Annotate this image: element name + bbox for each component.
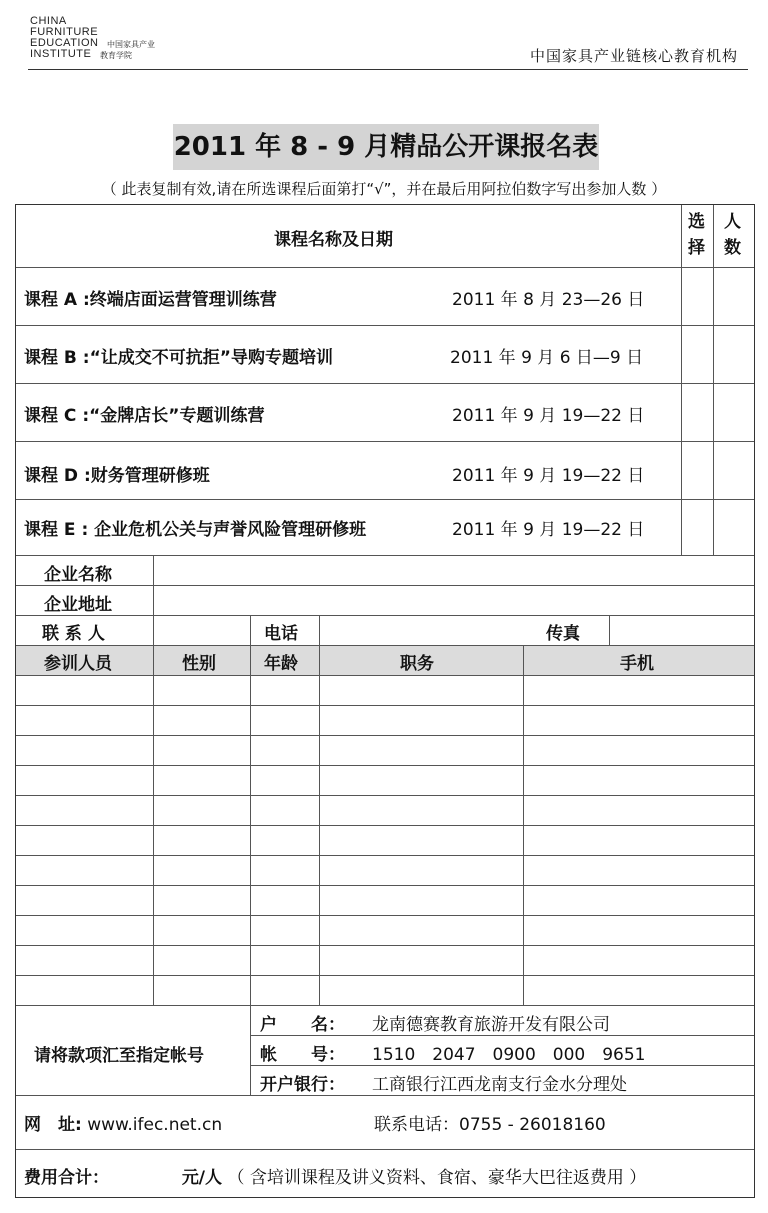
participant-header-gender: 性别 xyxy=(182,654,216,674)
participant-age-cell[interactable] xyxy=(251,766,319,795)
logo-cn: 教育学院 xyxy=(100,51,132,60)
course-name: 课程 E : 企业危机公关与声誉风险管理研修班 xyxy=(24,520,367,540)
participant-position-cell[interactable] xyxy=(320,916,523,945)
company-name-label: 企业名称 xyxy=(44,565,112,585)
participant-gender-cell[interactable] xyxy=(154,886,250,915)
participant-age-cell[interactable] xyxy=(251,796,319,825)
fax-field[interactable] xyxy=(610,616,754,645)
select-checkbox[interactable] xyxy=(682,442,713,499)
bank-label: 开户银行： xyxy=(260,1075,345,1095)
account-name-label: 户 名： xyxy=(260,1015,345,1035)
participant-name-cell[interactable] xyxy=(16,856,153,885)
participant-position-cell[interactable] xyxy=(320,856,523,885)
participant-position-cell[interactable] xyxy=(320,736,523,765)
participant-name-cell[interactable] xyxy=(16,886,153,915)
participant-header-position: 职务 xyxy=(400,654,434,674)
participant-gender-cell[interactable] xyxy=(154,976,250,1005)
course-name: 课程 C :“金牌店长”专题训练营 xyxy=(24,406,265,426)
participant-gender-cell[interactable] xyxy=(154,826,250,855)
form-title: 2011 年 8 - 9 月精品公开课报名表 xyxy=(173,124,599,170)
participant-age-cell[interactable] xyxy=(251,976,319,1005)
logo-line: INSTITUTE 教育学院 xyxy=(30,48,132,60)
participant-age-cell[interactable] xyxy=(251,946,319,975)
participant-mobile-cell[interactable] xyxy=(524,796,754,825)
company-name-field[interactable] xyxy=(154,556,754,585)
participant-age-cell[interactable] xyxy=(251,856,319,885)
phone-label: 电话 xyxy=(264,624,298,644)
participant-gender-cell[interactable] xyxy=(154,766,250,795)
course-name: 课程 A :终端店面运营管理训练营 xyxy=(24,290,277,310)
participant-name-cell[interactable] xyxy=(16,946,153,975)
website-link[interactable]: www.ifec.net.cn xyxy=(87,1115,223,1135)
fee-unit: 元/人 xyxy=(181,1168,223,1188)
participant-mobile-cell[interactable] xyxy=(524,856,754,885)
participant-age-cell[interactable] xyxy=(251,916,319,945)
participant-gender-cell[interactable] xyxy=(154,916,250,945)
participant-mobile-cell[interactable] xyxy=(524,766,754,795)
count-field[interactable] xyxy=(714,442,754,499)
participant-mobile-cell[interactable] xyxy=(524,736,754,765)
participant-name-cell[interactable] xyxy=(16,916,153,945)
course-date: 2011 年 9 月 19—22 日 xyxy=(452,406,645,426)
select-checkbox[interactable] xyxy=(682,268,713,325)
participant-mobile-cell[interactable] xyxy=(524,826,754,855)
participant-gender-cell[interactable] xyxy=(154,706,250,735)
participant-gender-cell[interactable] xyxy=(154,796,250,825)
participant-name-cell[interactable] xyxy=(16,796,153,825)
participant-position-cell[interactable] xyxy=(320,676,523,705)
participant-age-cell[interactable] xyxy=(251,706,319,735)
account-number: 1510 2047 0900 000 9651 xyxy=(372,1045,646,1065)
select-checkbox[interactable] xyxy=(682,500,713,555)
course-date: 2011 年 9 月 6 日—9 日 xyxy=(450,348,644,368)
website-label: 网 址: xyxy=(24,1115,82,1135)
institute-logo xyxy=(30,16,180,60)
logo-line: CHINA xyxy=(30,15,67,27)
contact-field[interactable] xyxy=(154,616,250,645)
participant-gender-cell[interactable] xyxy=(154,946,250,975)
participant-mobile-cell[interactable] xyxy=(524,676,754,705)
form-instruction: （ 此表复制有效,请在所选课程后面第打“√”，并在最后用阿拉伯数字写出参加人数 ） xyxy=(101,180,667,198)
org-name: 中国家具产业链核心教育机构 xyxy=(529,47,738,65)
participant-header-age: 年龄 xyxy=(264,654,298,674)
logo-cn: 中国家具产业 xyxy=(107,40,155,49)
fee-note: （ 含培训课程及讲义资料、食宿、豪华大巴往返费用 ） xyxy=(227,1168,647,1188)
fee-row xyxy=(24,1163,646,1188)
participant-age-cell[interactable] xyxy=(251,826,319,855)
participant-position-cell[interactable] xyxy=(320,826,523,855)
payment-label: 请将款项汇至指定帐号 xyxy=(34,1046,204,1066)
header-divider xyxy=(28,69,748,70)
participant-mobile-cell[interactable] xyxy=(524,976,754,1005)
participant-name-cell[interactable] xyxy=(16,676,153,705)
select-column-header: 选 择 xyxy=(688,212,705,258)
account-name: 龙南德赛教育旅游开发有限公司 xyxy=(372,1015,610,1035)
course-name: 课程 D :财务管理研修班 xyxy=(24,466,210,486)
website-row xyxy=(24,1110,222,1135)
count-field[interactable] xyxy=(714,268,754,325)
participant-name-cell[interactable] xyxy=(16,736,153,765)
course-header: 课程名称及日期 xyxy=(274,230,393,250)
bank-name: 工商银行江西龙南支行金水分理处 xyxy=(372,1075,627,1095)
select-checkbox[interactable] xyxy=(682,384,713,441)
participant-mobile-cell[interactable] xyxy=(524,916,754,945)
course-name: 课程 B :“让成交不可抗拒”导购专题培训 xyxy=(24,348,333,368)
account-number-label: 帐 号： xyxy=(260,1045,345,1065)
fax-label: 传真 xyxy=(546,624,580,644)
count-field[interactable] xyxy=(714,384,754,441)
participant-position-cell[interactable] xyxy=(320,976,523,1005)
participant-mobile-cell[interactable] xyxy=(524,706,754,735)
count-column-header: 人 数 xyxy=(724,212,741,258)
participant-name-cell[interactable] xyxy=(16,976,153,1005)
participant-name-cell[interactable] xyxy=(16,706,153,735)
phone-field[interactable] xyxy=(320,616,528,645)
participant-name-cell[interactable] xyxy=(16,826,153,855)
participant-position-cell[interactable] xyxy=(320,796,523,825)
course-date: 2011 年 9 月 19—22 日 xyxy=(452,466,645,486)
select-checkbox[interactable] xyxy=(682,326,713,383)
participant-mobile-cell[interactable] xyxy=(524,886,754,915)
participant-name-cell[interactable] xyxy=(16,766,153,795)
participant-age-cell[interactable] xyxy=(251,886,319,915)
count-field[interactable] xyxy=(714,326,754,383)
participant-header-mobile: 手机 xyxy=(620,654,654,674)
participant-header-name: 参训人员 xyxy=(44,654,112,674)
contact-label: 联 系 人 xyxy=(42,624,105,644)
course-date: 2011 年 9 月 19—22 日 xyxy=(452,520,645,540)
logo-line: EDUCATION 中国家具产业 xyxy=(30,37,155,49)
logo-line: FURNITURE xyxy=(30,26,99,38)
registration-table xyxy=(15,204,755,1198)
contact-phone: 联系电话：0755 - 26018160 xyxy=(374,1115,606,1135)
participant-position-cell[interactable] xyxy=(320,766,523,795)
participant-age-cell[interactable] xyxy=(251,676,319,705)
course-date: 2011 年 8 月 23—26 日 xyxy=(452,290,645,310)
participant-gender-cell[interactable] xyxy=(154,676,250,705)
company-address-label: 企业地址 xyxy=(44,595,112,615)
participant-mobile-cell[interactable] xyxy=(524,946,754,975)
participant-gender-cell[interactable] xyxy=(154,856,250,885)
count-field[interactable] xyxy=(714,500,754,555)
participant-position-cell[interactable] xyxy=(320,706,523,735)
company-address-field[interactable] xyxy=(154,586,754,615)
participant-position-cell[interactable] xyxy=(320,946,523,975)
fee-label: 费用合计： xyxy=(24,1168,109,1188)
participant-gender-cell[interactable] xyxy=(154,736,250,765)
participant-position-cell[interactable] xyxy=(320,886,523,915)
participant-age-cell[interactable] xyxy=(251,736,319,765)
